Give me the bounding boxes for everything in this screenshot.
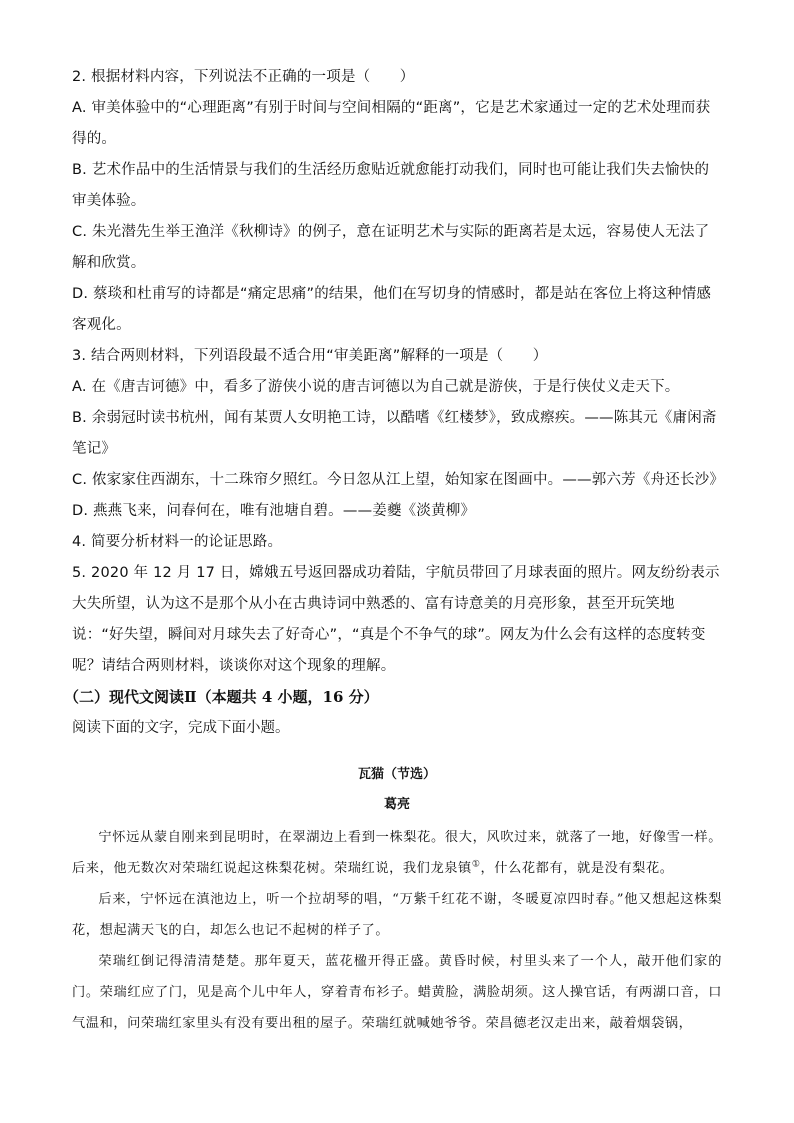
story-paragraph-3 <box>72 946 722 1039</box>
question-3-stem: 3. 结合两则材料，下列语段最不适合用“审美距离”解释的一项是（ ） <box>72 348 548 364</box>
story-title: 瓦猫（节选） <box>357 767 436 782</box>
question-2 <box>72 62 722 341</box>
questions-block <box>64 62 725 1039</box>
section-2-title: （二）现代文阅读Ⅱ（本题共 4 小题，16 分） <box>64 688 379 706</box>
question-3-option-c: C. 侬家家住西湖东，十二珠帘夕照红。今日忽从江上望，始知家在图画中。——郭六芳《舟还长沙》 <box>72 472 725 488</box>
question-3-option-a: A. 在《唐吉诃德》中，看多了游侠小说的唐吉诃德以为自己就是游侠，于是行侠仗义走天下。 <box>72 379 680 395</box>
story-paragraph-2 <box>72 884 722 946</box>
question-2-option-c: C. 朱光潜先生举王渔洋《秋柳诗》的例子，意在证明艺术与实际的距离若是太远，容易使人无法了解和欣赏。 <box>72 224 710 271</box>
question-3 <box>72 341 725 527</box>
story <box>72 762 722 1039</box>
question-4 <box>72 527 722 558</box>
footnote-marker: ① <box>471 859 481 870</box>
story-author: 葛亮 <box>383 797 410 812</box>
question-2-option-d: D. 蔡琰和杜甫写的诗都是“痛定思痛”的结果，他们在写切身的情感时，都是站在客位上将这种情感客观化。 <box>72 286 712 333</box>
story-paragraph-1 <box>72 822 722 884</box>
question-2-option-b: B. 艺术作品中的生活情景与我们的生活经历愈贴近就愈能打动我们，同时也可能让我们失去愉快的审美体验。 <box>72 162 710 209</box>
question-3-option-d: D. 燕燕飞来，问春何在，唯有池塘自碧。——姜夔《淡黄柳》 <box>72 503 476 519</box>
question-4-stem: 4. 简要分析材料一的论证思路。 <box>72 534 283 550</box>
paragraph-text: ，什么花都有，就是没有梨花。 <box>480 861 674 876</box>
question-2-stem: 2. 根据材料内容，下列说法不正确的一项是（ ） <box>72 69 415 85</box>
paragraph-text: 荣瑞红倒记得清清楚楚。那年夏天，蓝花楹开得正盛。黄昏时候，村里头来了一个人，敲开他们家的门。荣瑞红应了门，见是高个儿中年人，穿着青布衫子。蜡黄脸，满脸胡须。这人操官话，有两湖口音，口气温和，问荣瑞红家里头有没有要出租的屋子。荣瑞红就喊她爷爷。荣昌德老汉走出来，敲着烟袋锅， <box>72 954 722 1031</box>
question-3-option-b: B. 余弱冠时读书杭州，闻有某贾人女明艳工诗，以酷嗜《红楼梦》，致成瘵疾。——陈其元《庸闲斋笔记》 <box>72 410 717 457</box>
section-2-instruction: 阅读下面的文字，完成下面小题。 <box>72 720 290 736</box>
paragraph-text: 后来，宁怀远在滇池边上，听一个拉胡琴的唱，“万紫千红花不谢，冬暖夏凉四时春。”他又想起这株梨花，想起满天飞的白，却怎么也记不起树的样子了。 <box>72 892 722 938</box>
question-2-option-a: A. 审美体验中的“心理距离”有别于时间与空间相隔的“距离”，它是艺术家通过一定的艺术处理而获得的。 <box>72 100 711 147</box>
paragraph-text: 宁怀远从蒙自刚来到昆明时，在翠湖边上看到一株梨花。很大，风吹过来，就落了一地，好像雪一样。后来，他无数次对荣瑞红说起这株梨花树。荣瑞红说，我们龙泉镇 <box>72 830 722 876</box>
question-5-stem: 5. 2020 年 12 月 17 日，嫦娥五号返回器成功着陆，宇航员带回了月球表面的照片。网友纷纷表示大失所望，认为这不是那个从小在古典诗词中熟悉的、富有诗意美的月亮形象，甚至开玩笑地说：“好失望，瞬间对月球失去了好奇心”，“真是个不争气的球”。网友为什么会有这样的态度转变呢？请结合两则材料，谈谈你对这个现象的理解。 <box>72 565 720 674</box>
question-5 <box>72 558 722 682</box>
